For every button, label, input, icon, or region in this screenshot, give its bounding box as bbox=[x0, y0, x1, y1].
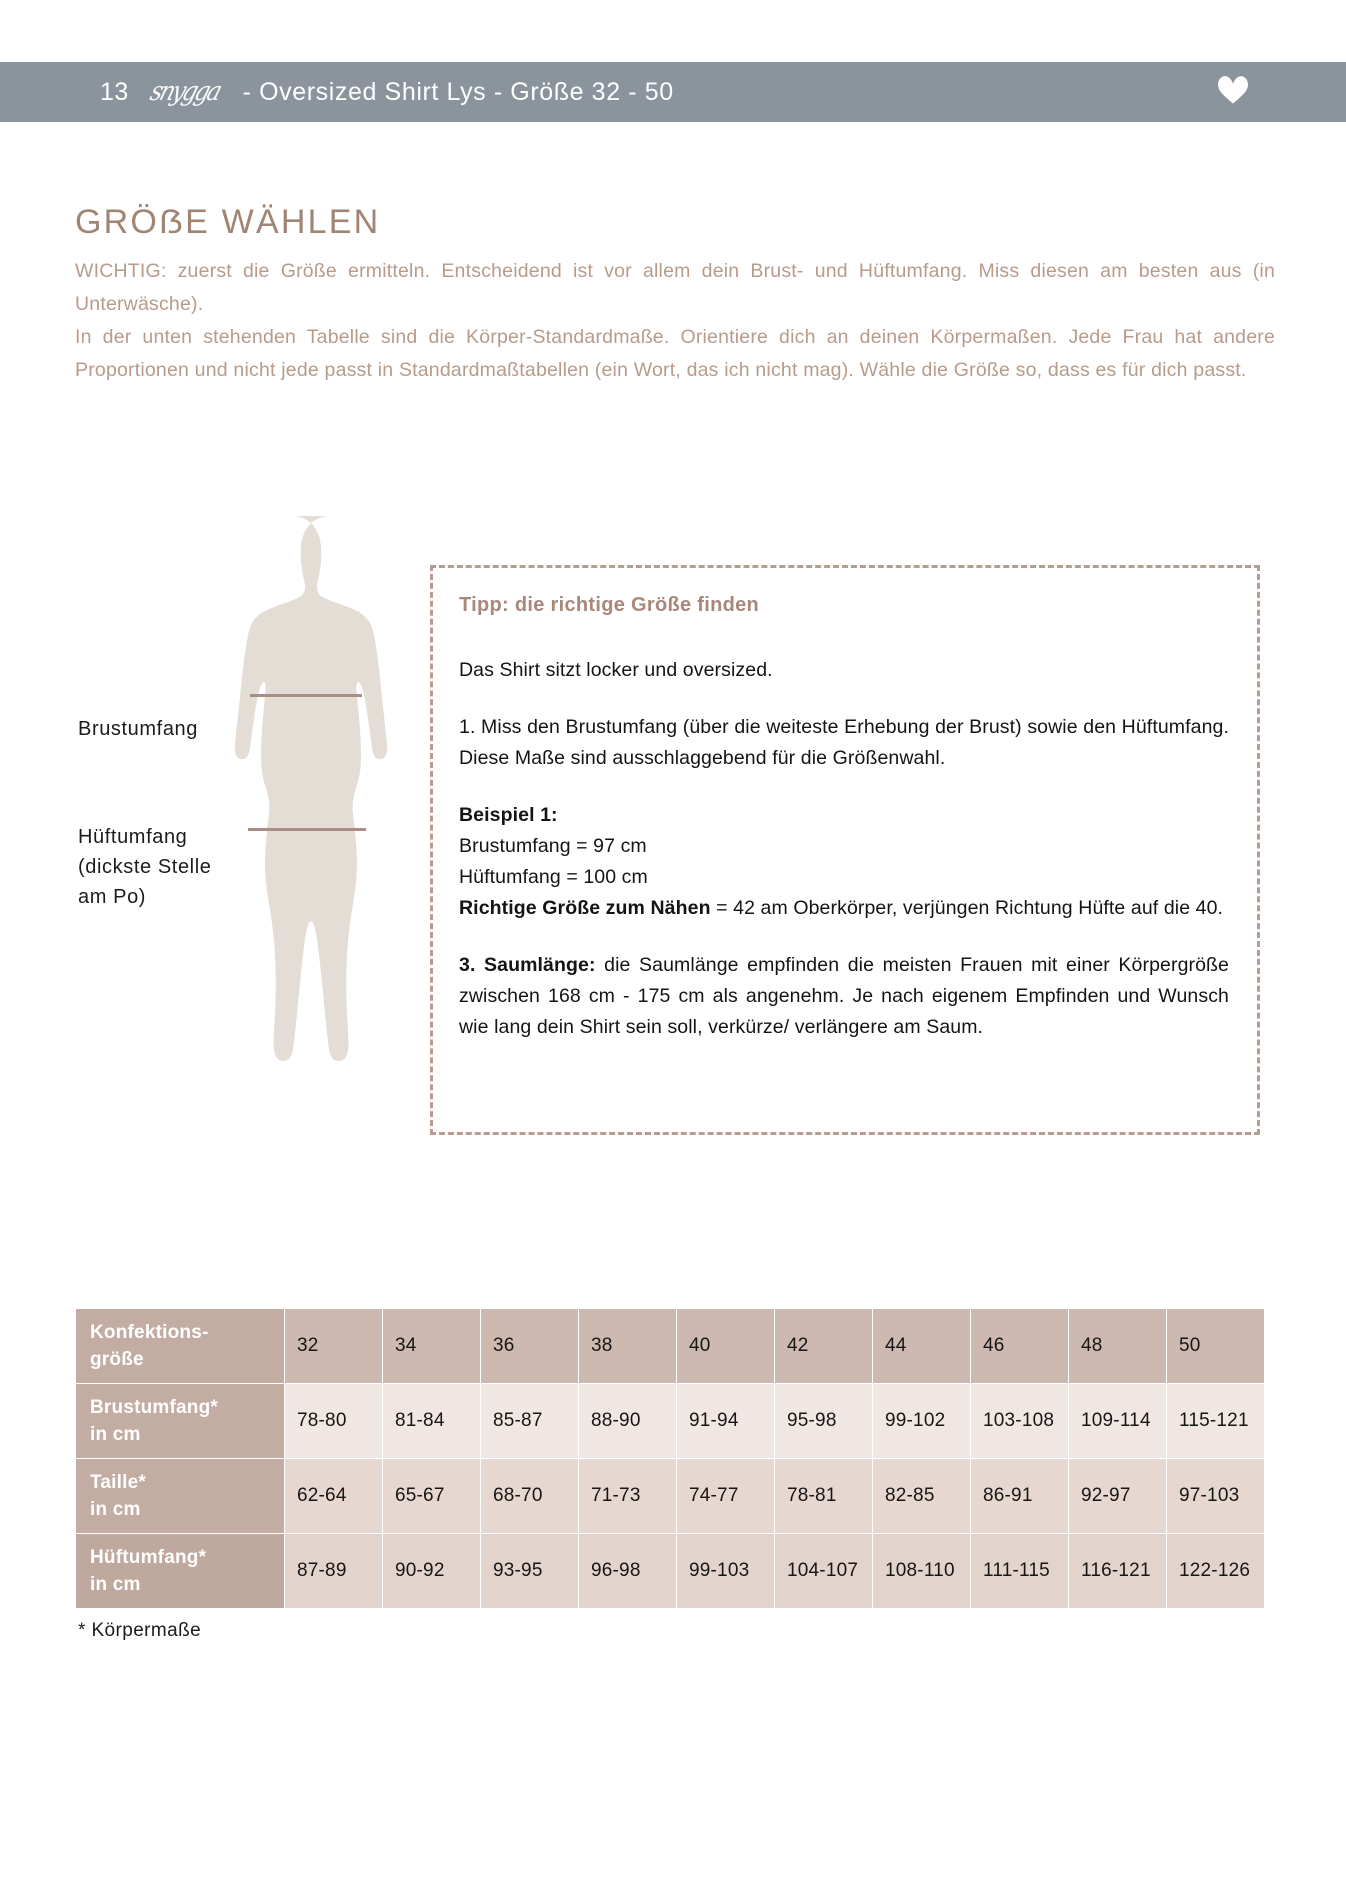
tip-example-bust: Brustumfang = 97 cm bbox=[459, 835, 647, 857]
table-cell: 99-102 bbox=[873, 1384, 971, 1459]
header-title: - Oversized Shirt Lys - Größe 32 - 50 bbox=[242, 77, 674, 106]
table-cell: 91-94 bbox=[677, 1384, 775, 1459]
size-cell: 44 bbox=[873, 1309, 971, 1384]
table-header-label bbox=[76, 1309, 285, 1384]
tip-box-title: Tipp: die richtige Größe finden bbox=[459, 594, 760, 616]
row-label-line-2: in cm bbox=[90, 1424, 141, 1445]
bust-label: Brustumfang bbox=[78, 718, 198, 740]
example-heading-text: Beispiel 1: bbox=[459, 804, 558, 826]
tip-box bbox=[430, 565, 1260, 1135]
table-cell: 85-87 bbox=[481, 1384, 579, 1459]
table-cell: 111-115 bbox=[971, 1534, 1069, 1609]
size-cell: 40 bbox=[677, 1309, 775, 1384]
table-cell: 97-103 bbox=[1167, 1459, 1265, 1534]
size-cell: 38 bbox=[579, 1309, 677, 1384]
table-footnote: * Körpermaße bbox=[78, 1620, 202, 1641]
row-label-line-1: Taille* bbox=[90, 1472, 146, 1493]
header-label-line-1: Konfektions- bbox=[90, 1322, 209, 1343]
brand-logo: snygga bbox=[146, 77, 223, 107]
table-header-row bbox=[76, 1309, 1265, 1384]
hip-label bbox=[78, 822, 212, 912]
table-cell: 92-97 bbox=[1069, 1459, 1167, 1534]
hip-label-line-3: am Po) bbox=[78, 886, 147, 908]
table-cell: 74-77 bbox=[677, 1459, 775, 1534]
row-label-bust bbox=[76, 1384, 285, 1459]
size-cell: 48 bbox=[1069, 1309, 1167, 1384]
size-chart-table bbox=[75, 1308, 1265, 1609]
table-row bbox=[76, 1534, 1265, 1609]
tip-intro: Das Shirt sitzt locker und oversized. bbox=[459, 659, 773, 681]
row-label-line-2: in cm bbox=[90, 1499, 141, 1520]
table-cell: 109-114 bbox=[1069, 1384, 1167, 1459]
table-cell: 90-92 bbox=[383, 1534, 481, 1609]
size-cell: 46 bbox=[971, 1309, 1069, 1384]
row-label-hip bbox=[76, 1534, 285, 1609]
size-cell: 42 bbox=[775, 1309, 873, 1384]
table-cell: 116-121 bbox=[1069, 1534, 1167, 1609]
heart-icon bbox=[1216, 74, 1250, 111]
table-cell: 82-85 bbox=[873, 1459, 971, 1534]
table-row bbox=[76, 1384, 1265, 1459]
step-3-text: die Saumlänge empfinden die meisten Frauen mit einer Körpergröße zwischen 168 cm - 175 cm als angenehm. Je nach eigenem Empfinden und Wunsch wie lang dein Shirt sein soll, verkürze/ verlängere am Saum. bbox=[459, 954, 1230, 1038]
intro-paragraph-1: WICHTIG: zuerst die Größe ermitteln. Entscheidend ist vor allem dein Brust- und Hüftumfang. Miss diesen am besten aus (in Unterwäsche). bbox=[75, 260, 1275, 315]
tip-example-hip: Hüftumfang = 100 cm bbox=[459, 866, 648, 888]
page-header-bar bbox=[0, 62, 1346, 122]
step-3-label: 3. Saumlänge: bbox=[459, 954, 596, 976]
intro-text bbox=[75, 255, 1275, 387]
table-cell: 115-121 bbox=[1167, 1384, 1265, 1459]
row-label-line-1: Hüftumfang* bbox=[90, 1547, 207, 1568]
hip-label-line-2: (dickste Stelle bbox=[78, 856, 212, 878]
table-cell: 65-67 bbox=[383, 1459, 481, 1534]
table-cell: 103-108 bbox=[971, 1384, 1069, 1459]
page-title: GRÖẞE WÄHLEN bbox=[75, 202, 381, 241]
tip-step-1: 1. Miss den Brustumfang (über die weiteste Erhebung der Brust) sowie den Hüftumfang. Diese Maße sind ausschlaggebend für die Größenwahl. bbox=[459, 716, 1229, 769]
table-cell: 68-70 bbox=[481, 1459, 579, 1534]
example-result-label: Richtige Größe zum Nähen bbox=[459, 897, 711, 919]
example-result-text: = 42 am Oberkörper, verjüngen Richtung Hüfte auf die 40. bbox=[710, 897, 1224, 919]
intro-paragraph-2: In der unten stehenden Tabelle sind die Körper-Standardmaße. Orientiere dich an deinen Körpermaßen. Jede Frau hat andere Proportionen und nicht jede passt in Standardmaßtabellen (ein Wort, das ich nicht mag). Wähle die Größe so, dass es für dich passt. bbox=[75, 326, 1275, 381]
female-body-silhouette bbox=[225, 510, 435, 1225]
header-label-line-2: größe bbox=[90, 1349, 144, 1370]
tip-step-3 bbox=[459, 950, 1229, 1043]
table-cell: 87-89 bbox=[285, 1534, 383, 1609]
table-cell: 78-80 bbox=[285, 1384, 383, 1459]
table-cell: 81-84 bbox=[383, 1384, 481, 1459]
table-cell: 78-81 bbox=[775, 1459, 873, 1534]
tip-example-heading bbox=[459, 800, 1229, 831]
table-row bbox=[76, 1459, 1265, 1534]
table-cell: 108-110 bbox=[873, 1534, 971, 1609]
size-cell: 36 bbox=[481, 1309, 579, 1384]
hip-label-line-1: Hüftumfang bbox=[78, 826, 188, 848]
bust-measure-line bbox=[250, 694, 362, 697]
table-cell: 71-73 bbox=[579, 1459, 677, 1534]
row-label-waist bbox=[76, 1459, 285, 1534]
table-cell: 104-107 bbox=[775, 1534, 873, 1609]
table-cell: 62-64 bbox=[285, 1459, 383, 1534]
table-cell: 99-103 bbox=[677, 1534, 775, 1609]
row-label-line-1: Brustumfang* bbox=[90, 1397, 219, 1418]
size-cell: 34 bbox=[383, 1309, 481, 1384]
table-cell: 122-126 bbox=[1167, 1534, 1265, 1609]
hip-measure-line bbox=[248, 828, 366, 831]
table-cell: 86-91 bbox=[971, 1459, 1069, 1534]
tip-example-result bbox=[459, 893, 1229, 924]
page-number: 13 bbox=[100, 77, 129, 106]
size-cell: 50 bbox=[1167, 1309, 1265, 1384]
size-table-body bbox=[76, 1309, 1265, 1609]
row-label-line-2: in cm bbox=[90, 1574, 141, 1595]
table-cell: 88-90 bbox=[579, 1384, 677, 1459]
table-cell: 96-98 bbox=[579, 1534, 677, 1609]
table-cell: 93-95 bbox=[481, 1534, 579, 1609]
size-cell: 32 bbox=[285, 1309, 383, 1384]
table-cell: 95-98 bbox=[775, 1384, 873, 1459]
